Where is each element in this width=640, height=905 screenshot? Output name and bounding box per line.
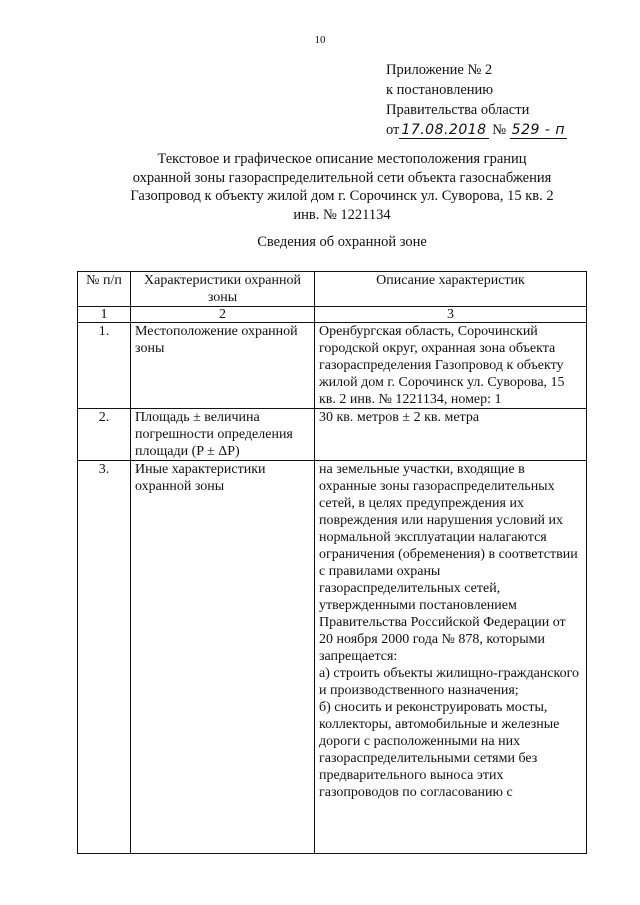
page-number: 10 xyxy=(314,34,326,46)
title-line-1: Текстовое и графическое описание местоположения границ xyxy=(157,151,527,167)
handwritten-date: 17.08.2018 xyxy=(401,122,487,138)
row-number: 3. xyxy=(78,461,131,854)
restriction-item-a: а) строить объекты жилищно-гражданского и производственного назначения; xyxy=(319,666,579,698)
header-num: № п/п xyxy=(78,272,131,307)
row-characteristic: Местоположение охранной зоны xyxy=(131,323,315,409)
title-line-2: охранной зоны газораспределительной сети объекта газоснабжения xyxy=(132,169,552,186)
appendix-block xyxy=(386,60,567,140)
row-characteristic: Иные характеристики охранной зоны xyxy=(131,461,315,854)
row-characteristic: Площадь ± величина погрешности определения площади (P ± ΔP) xyxy=(131,409,315,461)
table-row xyxy=(78,461,587,854)
row-number: 1. xyxy=(78,323,131,409)
row-number: 2. xyxy=(78,409,131,461)
column-number-row xyxy=(78,307,587,323)
date-prefix: от xyxy=(386,122,400,138)
table-row xyxy=(78,409,587,461)
column-number: 2 xyxy=(131,307,315,323)
appendix-date-line xyxy=(386,120,567,140)
title-line-3: Газопровод к объекту жилой дом г. Сорочинск ул. Суворова, 15 кв. 2 xyxy=(130,188,554,204)
column-number: 3 xyxy=(315,307,587,323)
document-title xyxy=(0,150,640,224)
section-title: Сведения об охранной зоне xyxy=(257,234,427,250)
restriction-item-b: б) сносить и реконструировать мосты, коллекторы, автомобильные и железные дороги с расположенными на них газораспределительными сетями без предварительного выноса этих газопроводов по согласованию с xyxy=(319,700,560,800)
header-characteristics: Характеристики охранной зоны xyxy=(131,272,315,307)
appendix-line-1: Приложение № 2 xyxy=(386,62,493,78)
number-prefix: № xyxy=(492,122,507,138)
table-row xyxy=(78,323,587,409)
row-description: 30 кв. метров ± 2 кв. метра xyxy=(315,409,587,461)
header-description: Описание характеристик xyxy=(315,272,587,307)
appendix-line-2: к постановлению xyxy=(386,82,494,98)
row-description: на земельные участки, входящие в охранные зоны газораспределительных сетей, в целях предупреждения их повреждения или нарушения условий их нормальной эксплуатации налагаются ограничения (обременения) в соответствии с правилами охраны газораспределительных сетей, утвержденными постановлением Правительства Российской Федерации от 20 ноября 2000 года № 878, которыми запрещается: xyxy=(319,462,578,664)
column-number: 1 xyxy=(78,307,131,323)
row-description-cell xyxy=(315,461,587,854)
row-description: Оренбургская область, Сорочинский городской округ, охранная зона объекта газораспределения Газопровод к объекту жилой дом г. Сорочинск ул. Суворова, 15 кв. 2 инв. № 1221134, номер: 1 xyxy=(315,323,587,409)
protection-zone-table xyxy=(77,271,587,854)
title-line-4: инв. № 1221134 xyxy=(293,206,391,223)
handwritten-number: 529 - п xyxy=(511,122,565,138)
table-header-row xyxy=(78,272,587,307)
appendix-line-3: Правительства области xyxy=(386,102,530,118)
